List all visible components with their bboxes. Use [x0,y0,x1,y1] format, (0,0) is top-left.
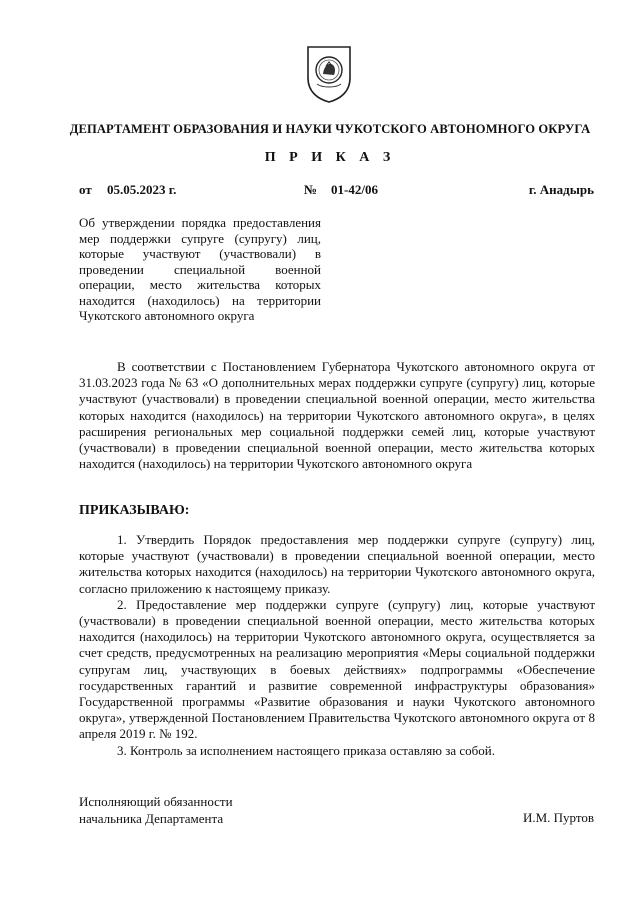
order-heading: ПРИКАЗЫВАЮ: [79,503,190,518]
signatory-name: И.М. Пуртов [522,810,594,825]
order-item: 2. Предоставление мер поддержки супруге (супругу) лиц, которые участвуют (участвовали) в проведении специальной военной операции, место жительства которых находится (находилось) на территории Чукотского автономного округа, осуществляется за счет средств, предусмотренных на реализацию мероприятия «Меры социальной поддержки супругам лиц, участвующих в боевых действиях» подпрограммы «Обеспечение государственных гарантий и развитие современной инфраструктуры образования» Государственной программы «Развитие образования и науки Чукотского автономного округа», утвержденной Постановлением Правительства Чукотского автономного округа от 8 апреля 2019 г. № 192. [79,596,595,742]
order-item: 3. Контроль за исполнением настоящего приказа оставляю за собой. [117,742,495,758]
document-type-title: П Р И К А З [264,150,396,165]
signatory-position-line: Исполняющий обязанности [79,794,233,809]
date-prefix: от [79,182,92,197]
department-name: ДЕПАРТАМЕНТ ОБРАЗОВАНИЯ И НАУКИ ЧУКОТСКОГО АВТОНОМНОГО ОКРУГА [69,122,591,136]
order-items [79,532,595,759]
number-sign: № [304,182,318,197]
preamble-paragraph: В соответствии с Постановлением Губернатора Чукотского автономного округа от 31.03.2023 года № 63 «О дополнительных мерах поддержки супруге (супругу) лиц, которые участвуют (участвовали) в проведении специальной военной операции, место жительства которых находится (находилось) на территории Чукотского автономного округа», в целях расширения региональных мер социальной поддержки семей лиц, которые участвуют (участвовали) в проведении специальной военной операции, место жительства которых находится (находилось) на территории Чукотского автономного округа [79,359,595,472]
document-number: 01-42/06 [331,182,378,197]
signatory-position [79,793,233,827]
order-item: 1. Утвердить Порядок предоставления мер поддержки супруге (супругу) лиц, которые участвуют (участвовали) в проведении специальной военной операции, место жительства которых находится (находилось) на территории Чукотского автономного округа, согласно приложению к настоящему приказу. [79,532,595,596]
document-city: г. Анадырь [528,182,594,197]
document-subject: Об утверждении порядка предоставления мер поддержки супруге (супругу) лиц, которые участвуют (участвовали) в проведении специальной военной операции, место жительства которых находится (находилось) на территории Чукотского автономного округа [79,215,321,323]
signatory-position-line: начальника Департамента [79,811,224,826]
document-date: 05.05.2023 г. [107,182,177,197]
coat-of-arms-icon [304,44,354,104]
